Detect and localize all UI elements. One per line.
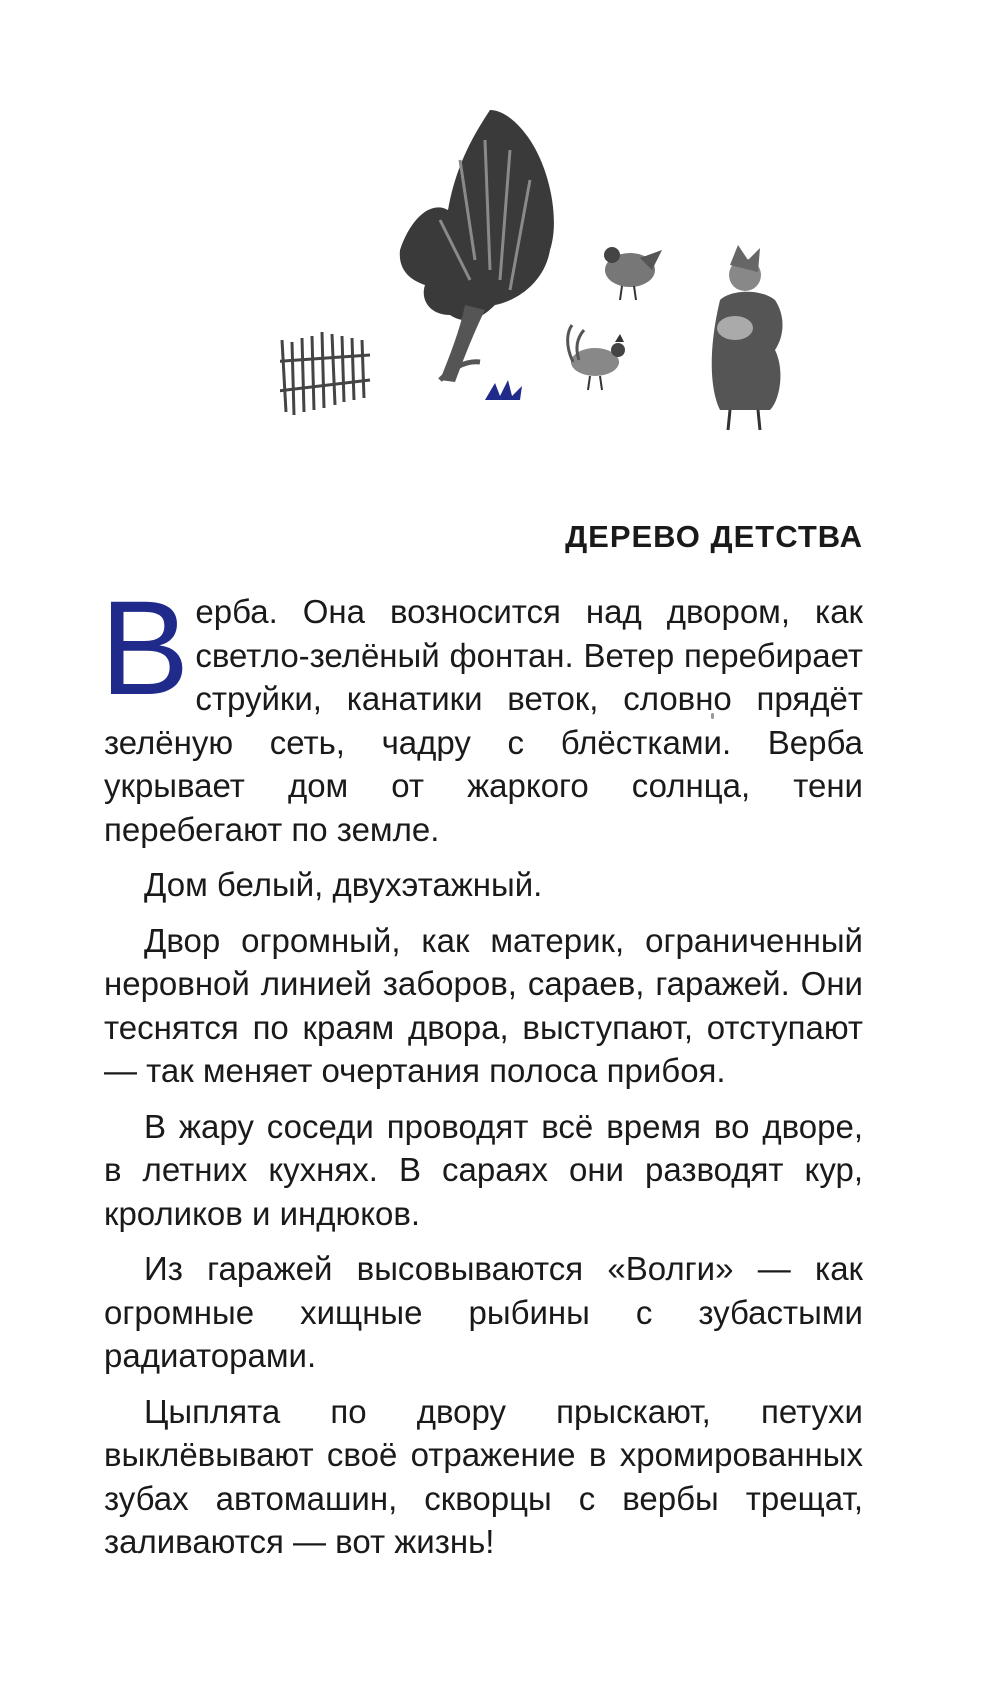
hen-icon [604, 247, 662, 300]
paragraph-2: Дом белый, двухэтажный. [144, 866, 543, 903]
village-yard-illustration-icon [280, 100, 850, 460]
chapter-body [100, 574, 863, 1576]
willow-tree-icon [400, 110, 554, 382]
fence-icon [280, 332, 370, 415]
paragraph-4: В жару соседи проводят всё время во дворе, в летних кухнях. В сараях они разводят кур, кроликов и индюков. [104, 1107, 863, 1232]
paragraph-3: Двор огромный, как материк, ограниченный неровной линией заборов, сараев, гаражей. Они теснятся по краям двора, выступают, отступают — так меняет очертания полоса прибоя. [104, 921, 863, 1089]
paragraph-5: Из гаражей высовываются «Волги» — как огромные хищные рыбины с зубастыми радиаторами. [104, 1250, 863, 1374]
paragraph-1-text: ерба. Она возносится над двором, как светло-зелёный фонтан. Ветер перебирает струйки, канатики веток, словно прядёт зелёную сеть, чадру с блёстками. Верба укрывает дом от жаркого солнца, тени перебегают по земле. [104, 593, 863, 848]
paragraph-1 [100, 574, 863, 851]
paragraph-6: Цыплята по двору прыскают, петухи выклёвывают своё отражение в хромированных зубах автомашин, скворцы с вербы трещат, заливаются — вот жизнь! [104, 1392, 863, 1560]
blue-plant-icon [485, 380, 522, 400]
drop-cap: В [100, 574, 190, 723]
rooster-icon [568, 325, 625, 390]
chapter-title: ДЕРЕВО ДЕТСТВА [565, 519, 863, 554]
woman-figure-icon [712, 245, 783, 430]
